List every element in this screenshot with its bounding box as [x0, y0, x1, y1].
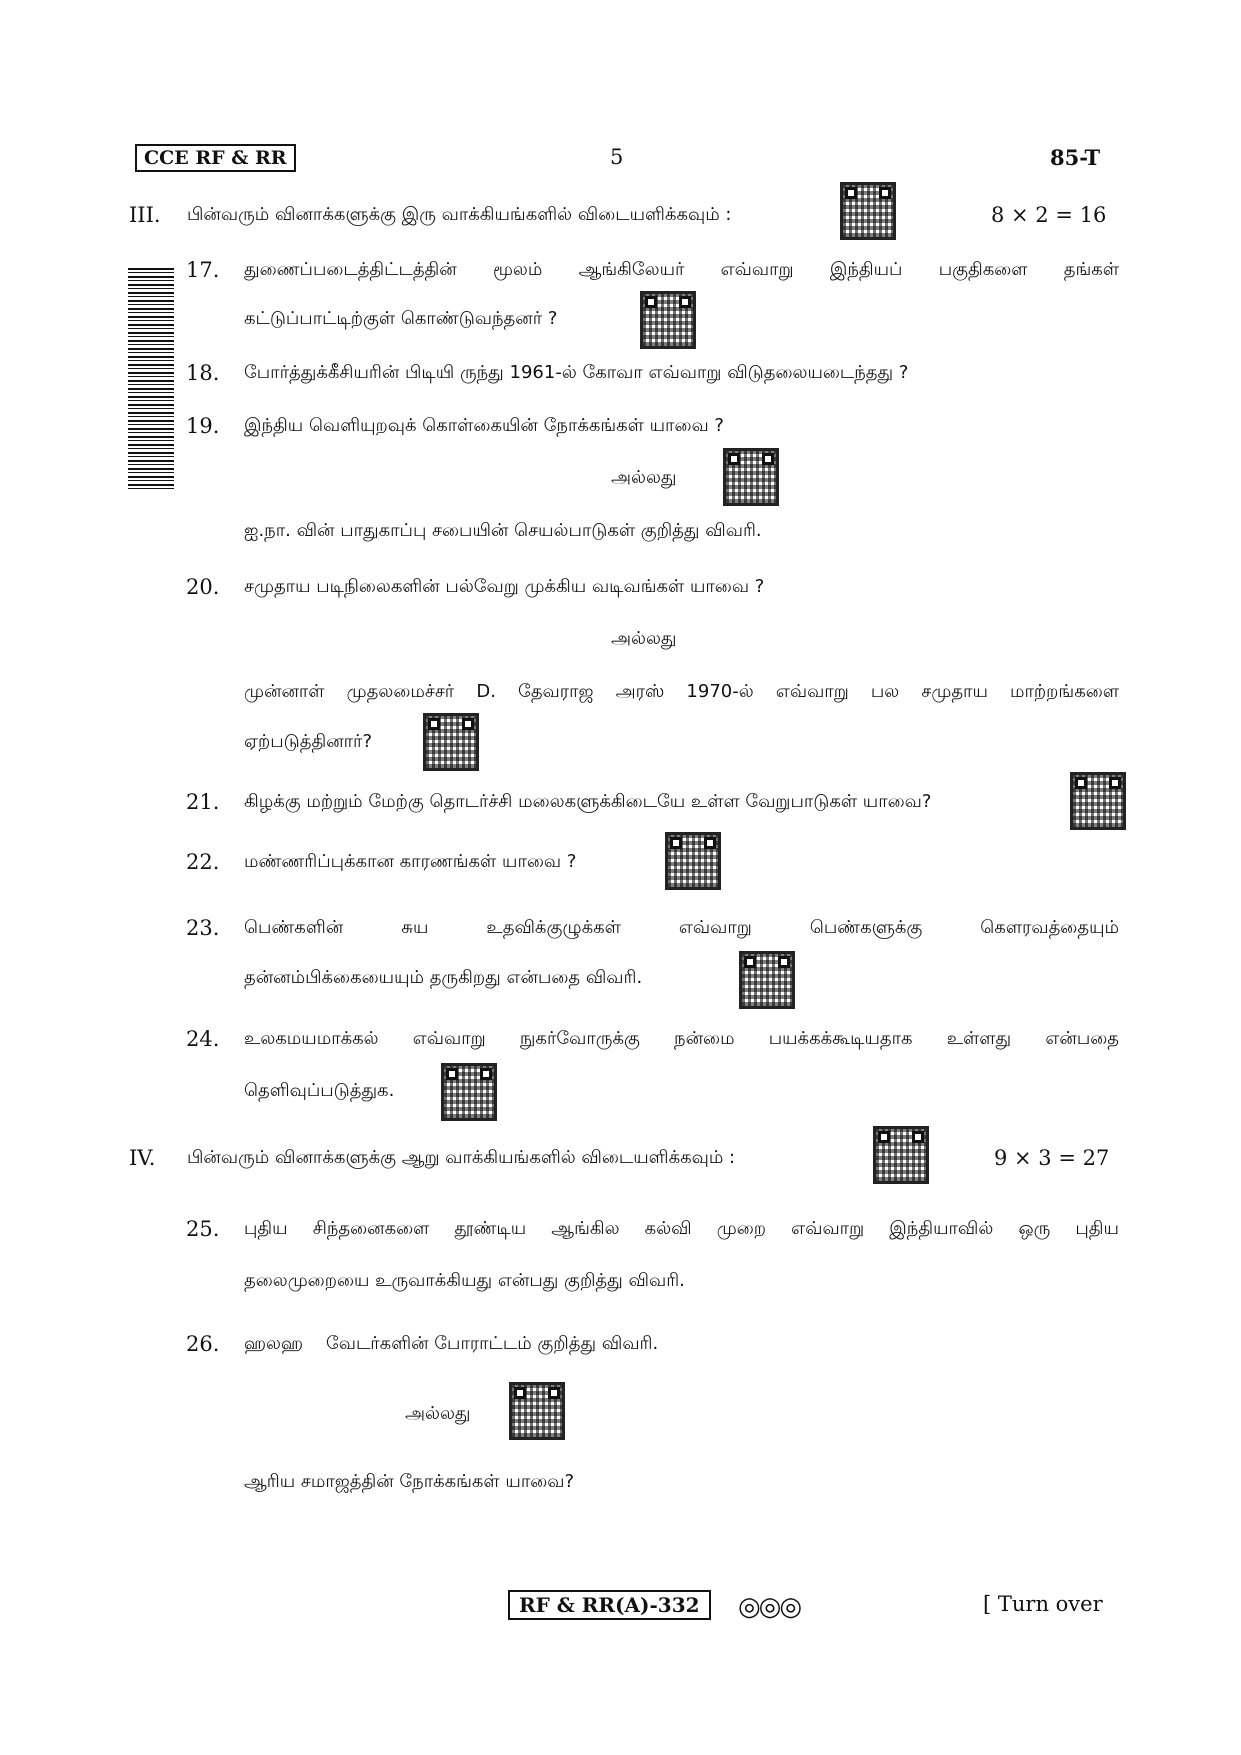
or-label: அல்லது: [611, 467, 677, 488]
qr-code-icon: [1070, 772, 1126, 830]
question-text: தன்னம்பிக்கையையும் தருகிறது என்பதை விவரி.: [244, 967, 643, 988]
question-number: 25.: [186, 1217, 220, 1241]
section-4-marks: 9 × 3 = 27: [994, 1146, 1110, 1170]
question-number: 18.: [186, 361, 220, 385]
question-number: 22.: [186, 850, 220, 874]
section-4-instruction: பின்வரும் வினாக்களுக்கு ஆறு வாக்கியங்களில் விடையளிக்கவும் :: [187, 1147, 736, 1168]
section-3-number: III.: [129, 203, 161, 227]
question-number: 20.: [186, 575, 220, 599]
qr-code-icon: [739, 951, 795, 1009]
section-3-instruction: பின்வரும் வினாக்களுக்கு இரு வாக்கியங்களில் விடையளிக்கவும் :: [187, 204, 732, 225]
question-number: 17.: [186, 258, 220, 282]
question-text: கிழக்கு மற்றும் மேற்கு தொடர்ச்சி மலைகளுக்கிடையே உள்ள வேறுபாடுகள் யாவை?: [244, 791, 932, 812]
question-text: தலைமுறையை உருவாக்கியது என்பது குறித்து விவரி.: [244, 1270, 685, 1291]
qr-code-icon: [509, 1382, 565, 1440]
qr-code-icon: [873, 1126, 929, 1184]
question-text: புதிய சிந்தனைகளை தூண்டிய ஆங்கில கல்வி முறை எவ்வாறு இந்தியாவில் ஒரு புதிய: [244, 1218, 1119, 1239]
qr-code-icon: [723, 448, 779, 506]
question-text: துணைப்படைத்திட்டத்தின் மூலம் ஆங்கிலேயர் எவ்வாறு இந்தியப் பகுதிகளை தங்கள்: [244, 259, 1119, 280]
qr-code-icon: [441, 1063, 497, 1121]
or-label: அல்லது: [405, 1403, 471, 1424]
question-text: ஹலஹ வேடர்களின் போராட்டம் குறித்து விவரி.: [244, 1333, 659, 1354]
question-text: கட்டுப்பாட்டிற்குள் கொண்டுவந்தனர் ?: [244, 308, 558, 329]
question-text: போர்த்துக்கீசியரின் பிடியி ருந்து 1961-ல் கோவா எவ்வாறு விடுதலையடைந்தது ?: [244, 362, 909, 383]
alternative-question-text: ஆரிய சமாஜத்தின் நோக்கங்கள் யாவை?: [244, 1471, 575, 1492]
alternative-question-text: ஐ.நா. வின் பாதுகாப்பு சபையின் செயல்பாடுகள் குறித்து விவரி.: [244, 520, 762, 541]
section-4-number: IV.: [129, 1146, 156, 1170]
qr-code-icon: [840, 182, 896, 240]
qr-code-icon: [640, 291, 696, 349]
page-number: 5: [610, 145, 624, 169]
question-number: 19.: [186, 414, 220, 438]
question-number: 26.: [186, 1332, 220, 1356]
question-number: 23.: [186, 916, 220, 940]
side-barcode: [128, 268, 174, 492]
alternative-question-text: ஏற்படுத்தினார்?: [244, 731, 373, 752]
qr-code-icon: [665, 832, 721, 890]
question-text: மண்ணரிப்புக்கான காரணங்கள் யாவை ?: [244, 851, 577, 872]
subject-code-box: CCE RF & RR: [135, 144, 296, 172]
question-text: உலகமயமாக்கல் எவ்வாறு நுகர்வோருக்கு நன்மை பயக்கக்கூடியதாக உள்ளது என்பதை: [244, 1028, 1119, 1049]
section-3-marks: 8 × 2 = 16: [991, 203, 1107, 227]
qr-code-icon: [423, 713, 479, 771]
question-text: தெளிவுப்படுத்துக.: [244, 1080, 395, 1101]
question-text: இந்திய வெளியுறவுக் கொள்கையின் நோக்கங்கள் யாவை ?: [244, 415, 724, 436]
question-text: சமுதாய படிநிலைகளின் பல்வேறு முக்கிய வடிவங்கள் யாவை ?: [244, 576, 765, 597]
footer-code-box: RF & RR(A)-332: [508, 1590, 711, 1620]
alternative-question-text: முன்னாள் முதலமைச்சர் D. தேவராஜ அரஸ் 1970-ல் எவ்வாறு பல சமுதாய மாற்றங்களை: [244, 681, 1119, 702]
circle-symbols-icon: ◎◎◎: [738, 1592, 801, 1622]
paper-code: 85-T: [1050, 145, 1101, 170]
question-number: 21.: [186, 790, 220, 814]
turn-over-label: [ Turn over: [983, 1592, 1103, 1616]
or-label: அல்லது: [611, 628, 677, 649]
question-number: 24.: [186, 1027, 220, 1051]
question-text: பெண்களின் சுய உதவிக்குழுக்கள் எவ்வாறு பெண்களுக்கு கௌரவத்தையும்: [244, 917, 1119, 938]
